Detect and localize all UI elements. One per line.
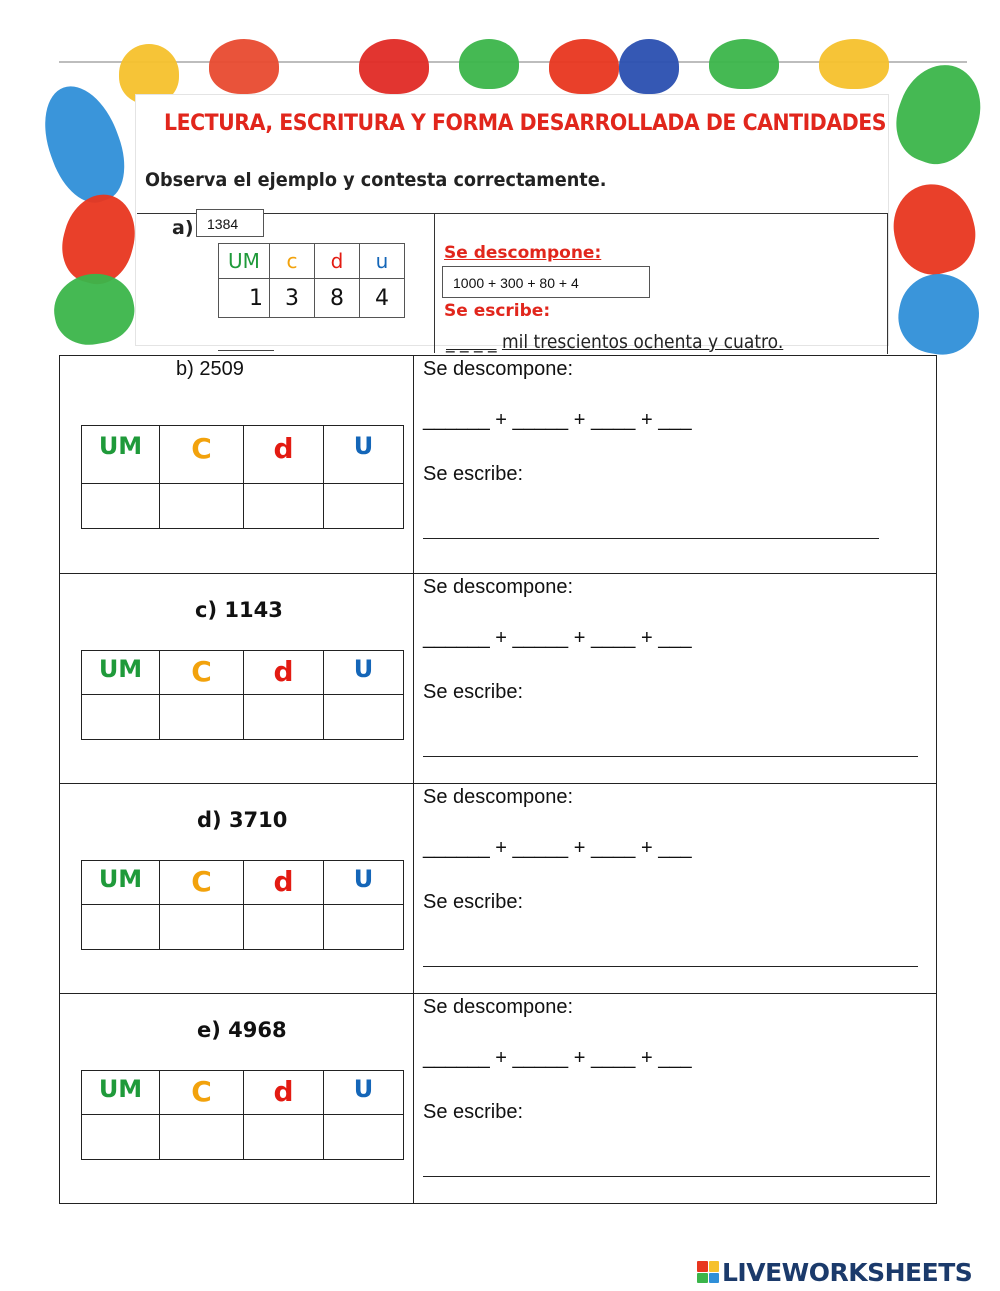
hand-decoration — [459, 39, 519, 89]
header-d: d — [244, 426, 324, 484]
exercise-label-c: c) 1143 — [195, 598, 283, 622]
exercise-label-e: e) 4968 — [197, 1018, 287, 1042]
hand-decoration — [893, 268, 986, 361]
exercise-row-c — [60, 574, 936, 784]
header-um: UM — [82, 426, 160, 484]
logo-letter-v — [697, 1273, 708, 1284]
header-u: U — [324, 426, 404, 484]
answer-cell-d[interactable] — [244, 1115, 324, 1160]
header-um: UM — [82, 651, 160, 695]
place-value-table-e — [81, 1070, 404, 1160]
exercise-label-b: b) 2509 — [176, 358, 244, 380]
brand-name: LIVEWORKSHEETS — [722, 1257, 973, 1287]
decompose-answer-blanks[interactable]: ______ + _____ + ____ + ___ — [423, 1047, 692, 1069]
example-header-c: c — [270, 244, 315, 279]
hand-decoration — [709, 39, 779, 89]
example-write-answer — [446, 331, 783, 353]
decompose-label: Se descompone: — [423, 786, 574, 808]
hand-decoration — [49, 268, 140, 351]
decompose-answer-blanks[interactable]: ______ + _____ + ____ + ___ — [423, 627, 692, 649]
logo-mark-icon — [697, 1261, 719, 1283]
decompose-label: Se descompone: — [423, 576, 574, 598]
write-answer-line[interactable] — [423, 756, 918, 757]
example-write-label: Se escribe: — [444, 301, 551, 321]
answer-cell-um[interactable] — [82, 695, 160, 740]
example-digit-u: 4 — [360, 279, 405, 318]
header-d: d — [244, 861, 324, 905]
hand-decoration — [884, 53, 993, 174]
liveworksheets-logo — [697, 1258, 972, 1286]
example-header-u: u — [360, 244, 405, 279]
write-label: Se escribe: — [423, 463, 524, 485]
answer-cell-u[interactable] — [324, 1115, 404, 1160]
header-um: UM — [82, 1071, 160, 1115]
header-u: U — [324, 861, 404, 905]
answer-cell-c[interactable] — [160, 484, 244, 529]
hand-decoration — [359, 39, 429, 94]
answer-cell-d[interactable] — [244, 695, 324, 740]
example-underline — [218, 350, 274, 351]
answer-cell-c[interactable] — [160, 905, 244, 950]
example-digit-um: 1 — [219, 279, 270, 318]
answer-cell-u[interactable] — [324, 695, 404, 740]
header-u: U — [324, 651, 404, 695]
header-um: UM — [82, 861, 160, 905]
example-write-blank: _ _ _ _ — [446, 331, 497, 353]
header-d: d — [244, 651, 324, 695]
example-decompose-label: Se descompone: — [444, 243, 602, 263]
exercise-row-e — [60, 994, 936, 1203]
example-digit-c: 3 — [270, 279, 315, 318]
write-answer-line[interactable] — [423, 538, 879, 539]
example-write-words: mil trescientos ochenta y cuatro. — [501, 331, 784, 353]
decompose-label: Se descompone: — [423, 996, 574, 1018]
answer-cell-um[interactable] — [82, 1115, 160, 1160]
decompose-answer-blanks[interactable]: ______ + _____ + ____ + ___ — [423, 837, 692, 859]
header-banner — [59, 64, 967, 353]
header-c: C — [160, 1071, 244, 1115]
answer-cell-d[interactable] — [244, 905, 324, 950]
exercise-row-b — [60, 356, 936, 574]
write-label: Se escribe: — [423, 1101, 524, 1123]
example-letter: a) — [172, 217, 194, 239]
decompose-answer-blanks[interactable]: ______ + _____ + ____ + ___ — [423, 409, 692, 431]
example-header-um: UM — [219, 244, 270, 279]
hand-decoration — [209, 39, 279, 94]
hand-decoration — [31, 76, 138, 213]
worksheet-title: LECTURA, ESCRITURA Y FORMA DESARROLLADA DE CANTIDADES — [164, 111, 886, 136]
example-number-input[interactable]: 1384 — [196, 209, 264, 237]
write-label: Se escribe: — [423, 681, 524, 703]
exercise-grid — [59, 355, 937, 1204]
answer-cell-u[interactable] — [324, 905, 404, 950]
answer-cell-um[interactable] — [82, 905, 160, 950]
column-divider — [413, 356, 414, 574]
column-divider — [413, 784, 414, 994]
header-u: U — [324, 1071, 404, 1115]
logo-letter-l — [697, 1261, 708, 1272]
exercise-label-d: d) 3710 — [197, 808, 288, 832]
write-answer-line[interactable] — [423, 1176, 930, 1177]
header-d: d — [244, 1071, 324, 1115]
exercise-row-d — [60, 784, 936, 994]
column-divider — [413, 574, 414, 784]
example-place-value-table — [218, 243, 405, 318]
header-c: C — [160, 426, 244, 484]
hand-decoration — [884, 175, 985, 283]
instruction-text: Observa el ejemplo y contesta correctamente. — [145, 169, 607, 191]
logo-letter-e — [709, 1273, 720, 1284]
answer-cell-c[interactable] — [160, 695, 244, 740]
example-card — [135, 94, 889, 353]
write-answer-line[interactable] — [423, 966, 918, 967]
answer-cell-u[interactable] — [324, 484, 404, 529]
place-value-table-c — [81, 650, 404, 740]
header-c: C — [160, 861, 244, 905]
hand-decoration — [549, 39, 619, 94]
decompose-label: Se descompone: — [423, 358, 574, 380]
example-divider — [434, 213, 435, 353]
hand-decoration — [619, 39, 679, 94]
write-label: Se escribe: — [423, 891, 524, 913]
example-decompose-input[interactable]: 1000 + 300 + 80 + 4 — [442, 266, 650, 298]
example-digit-d: 8 — [315, 279, 360, 318]
place-value-table-b — [81, 425, 404, 529]
place-value-table-d — [81, 860, 404, 950]
answer-cell-d[interactable] — [244, 484, 324, 529]
column-divider — [413, 994, 414, 1203]
example-header-d: d — [315, 244, 360, 279]
header-c: C — [160, 651, 244, 695]
answer-cell-c[interactable] — [160, 1115, 244, 1160]
hand-decoration — [819, 39, 889, 89]
answer-cell-um[interactable] — [82, 484, 160, 529]
logo-letter-i — [709, 1261, 720, 1272]
